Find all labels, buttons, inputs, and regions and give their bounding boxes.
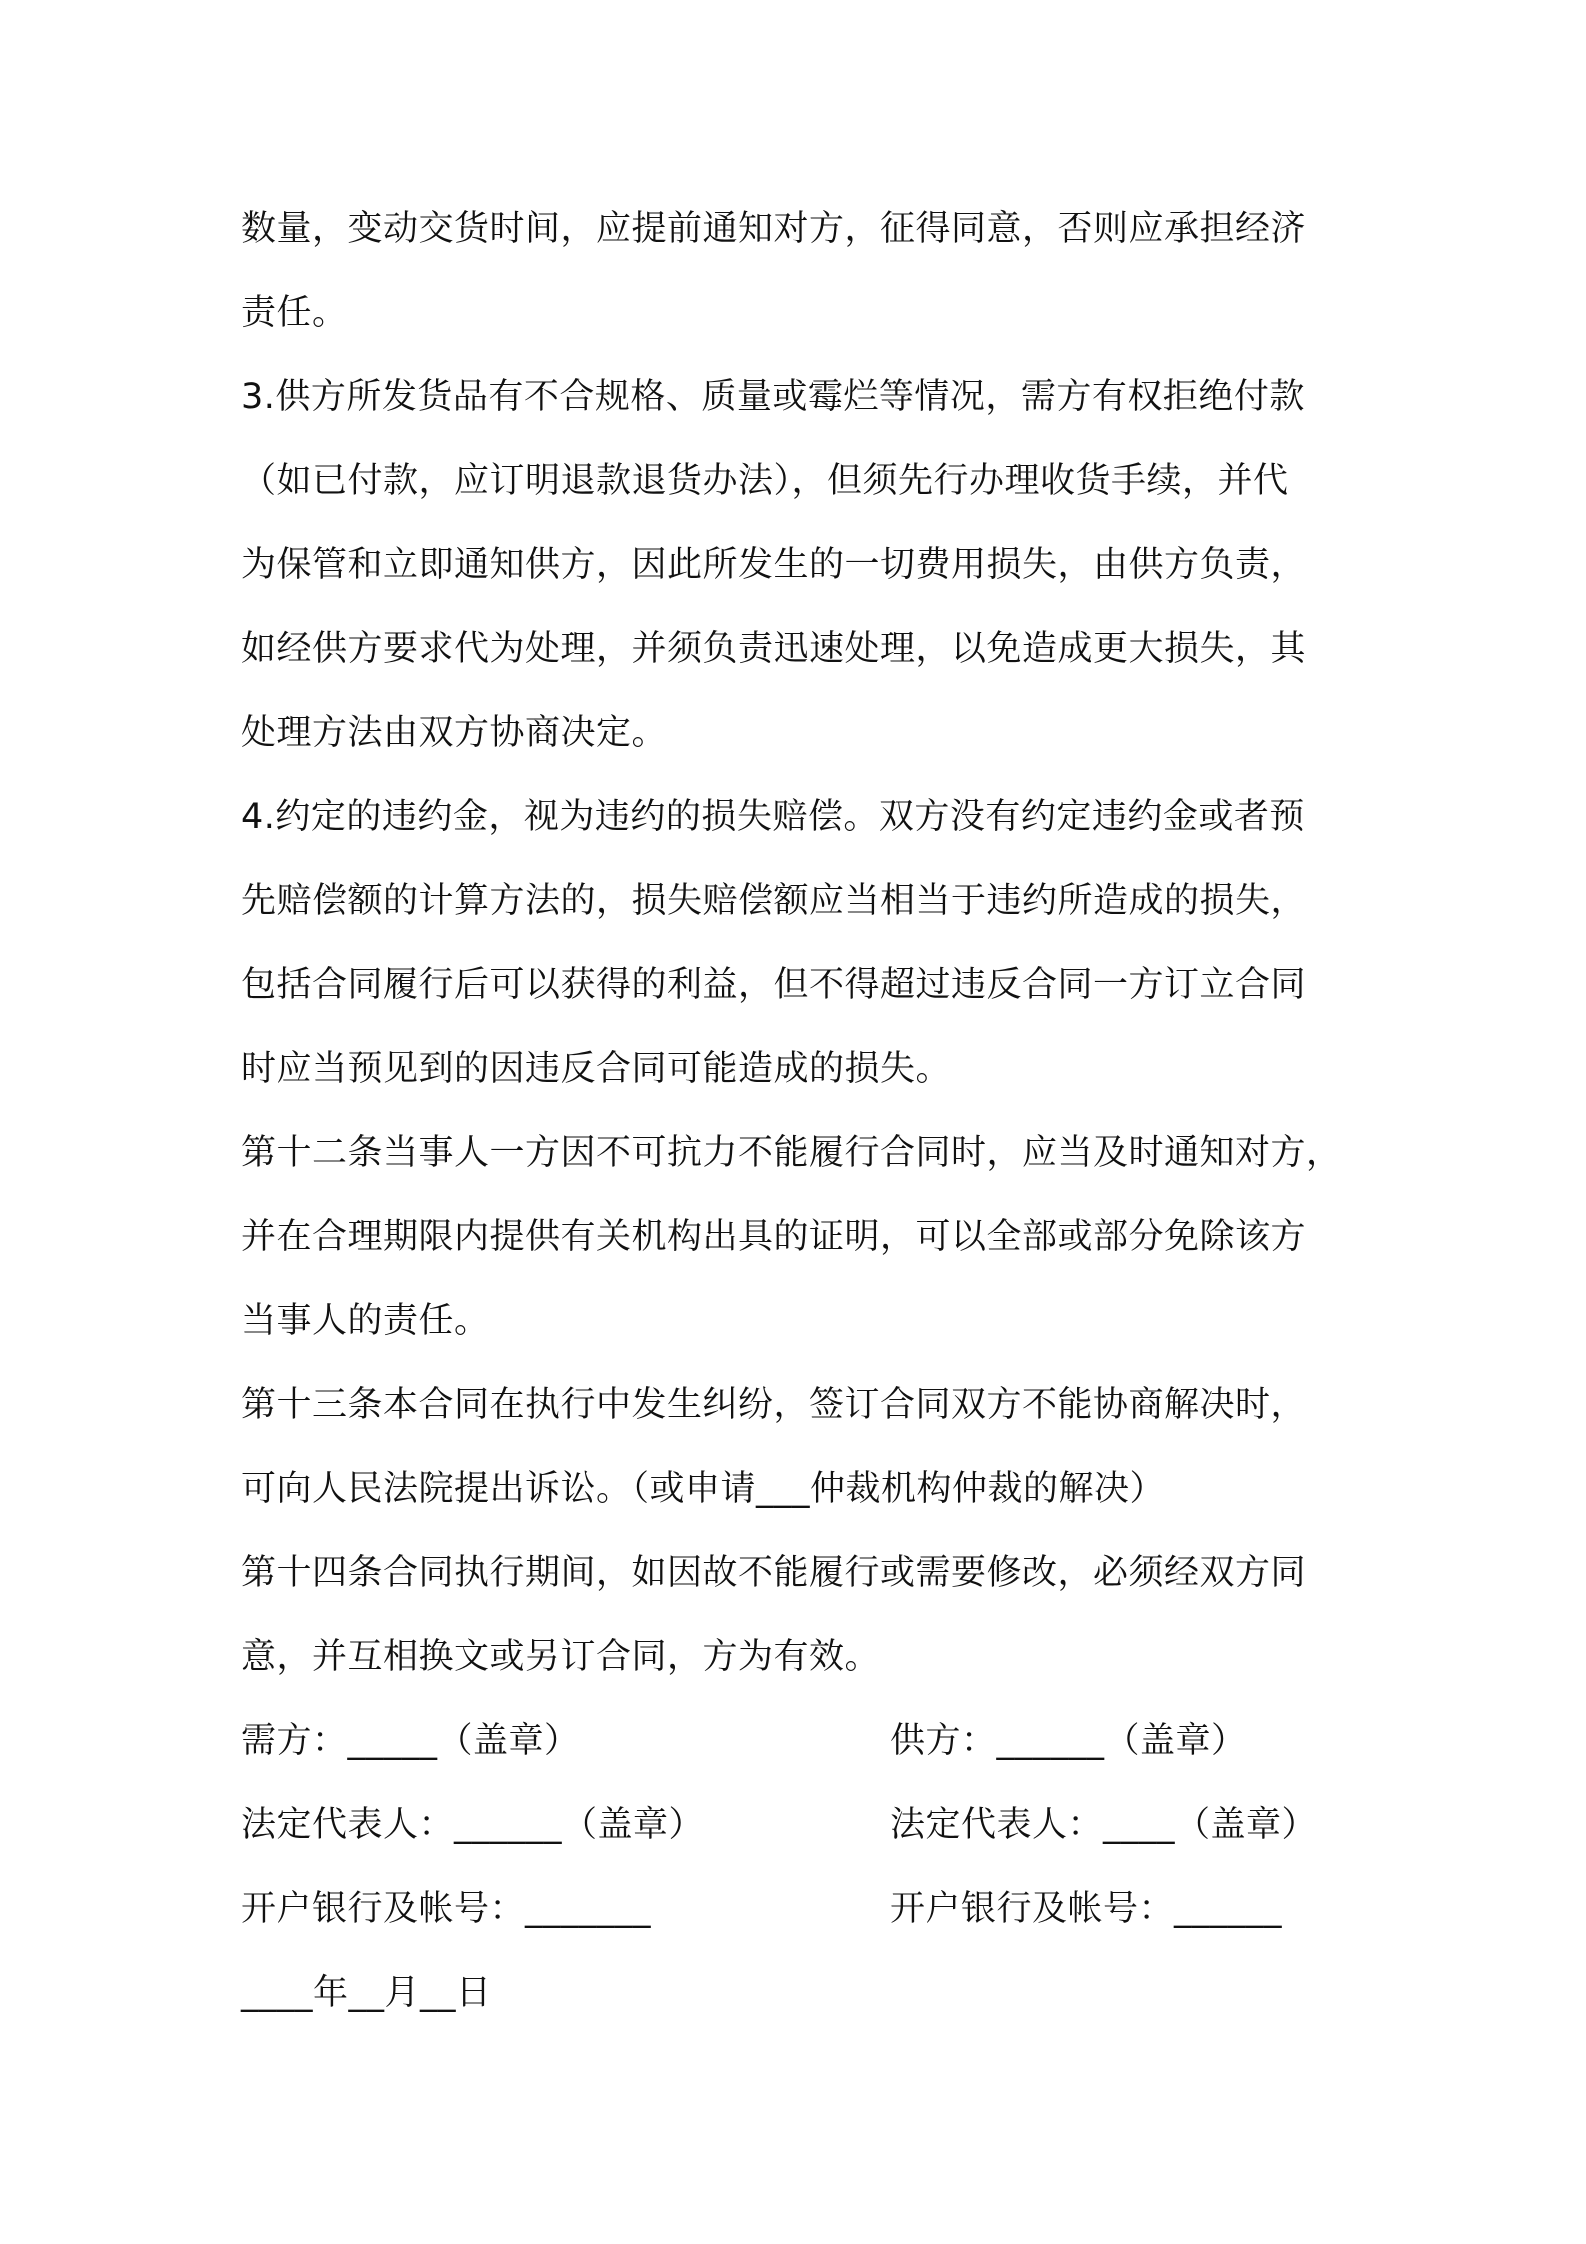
supplier-party-field: 供方：______（盖章） <box>890 1721 1247 1761</box>
clause-4-line-4: 时应当预见到的因违反合同可能造成的损失。 <box>241 1049 952 1089</box>
article-13-line-1: 第十三条本合同在执行中发生纠纷，签订合同双方不能协商解决时， <box>241 1385 1307 1425</box>
buyer-bank-field: 开户银行及帐号：_______ <box>241 1889 652 1929</box>
clause-3-line-5: 处理方法由双方协商决定。 <box>241 713 668 753</box>
clause-3-line-2: （如已付款，应订明退款退货办法），但须先行办理收货手续，并代 <box>241 461 1289 501</box>
clause-3-line-4: 如经供方要求代为处理，并须负责迅速处理，以免造成更大损失，其 <box>241 629 1307 669</box>
signing-date: ____年__月__日 <box>241 1973 492 2013</box>
supplier-bank-field: 开户银行及帐号：______ <box>890 1889 1283 1929</box>
article-14-line-2: 意，并互相换文或另订合同，方为有效。 <box>241 1637 881 1677</box>
supplier-representative-field: 法定代表人：____（盖章） <box>890 1805 1318 1845</box>
article-13-line-2: 可向人民法院提出诉讼。（或申请___仲裁机构仲裁的解决） <box>241 1469 1166 1509</box>
article-12-line-1: 第十二条当事人一方因不可抗力不能履行合同时，应当及时通知对方， <box>241 1133 1342 1173</box>
body-line-1: 数量，变动交货时间，应提前通知对方，征得同意，否则应承担经济 <box>241 209 1307 249</box>
clause-4-line-1: 4.约定的违约金，视为违约的损失赔偿。双方没有约定违约金或者预 <box>241 797 1305 837</box>
clause-4-line-2: 先赔偿额的计算方法的，损失赔偿额应当相当于违约所造成的损失， <box>241 881 1307 921</box>
article-12-line-3: 当事人的责任。 <box>241 1301 490 1341</box>
body-line-2: 责任。 <box>241 293 348 333</box>
article-14-line-1: 第十四条合同执行期间，如因故不能履行或需要修改，必须经双方同 <box>241 1553 1307 1593</box>
buyer-representative-field: 法定代表人：______（盖章） <box>241 1805 705 1845</box>
clause-4-line-3: 包括合同履行后可以获得的利益，但不得超过违反合同一方订立合同 <box>241 965 1307 1005</box>
clause-3-line-1: 3.供方所发货品有不合规格、质量或霉烂等情况，需方有权拒绝付款 <box>241 377 1305 417</box>
buyer-party-field: 需方：_____（盖章） <box>241 1721 580 1761</box>
clause-3-line-3: 为保管和立即通知供方，因此所发生的一切费用损失，由供方负责， <box>241 545 1307 585</box>
article-12-line-2: 并在合理期限内提供有关机构出具的证明，可以全部或部分免除该方 <box>241 1217 1307 1257</box>
